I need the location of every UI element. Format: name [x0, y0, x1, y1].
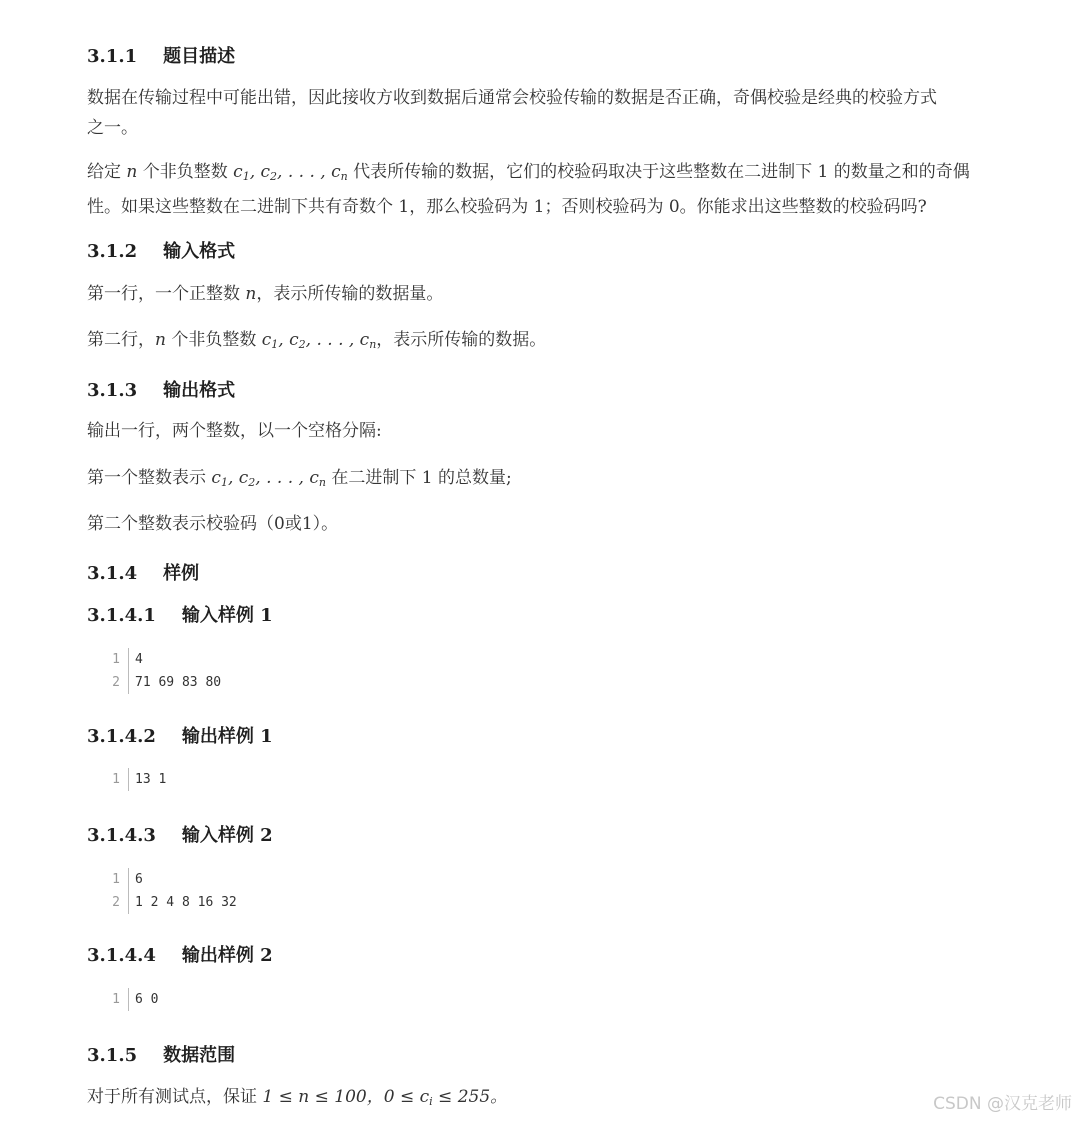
math-sequence: $c_1$, $c_2$, . . . , $c_n$ — [233, 162, 348, 183]
text-segment: 给定 — [87, 162, 127, 182]
code-line — [100, 868, 237, 891]
line-number: 1 — [100, 988, 129, 1011]
code-block-input-1 — [100, 648, 221, 694]
line-number: 2 — [100, 891, 129, 914]
line-number: 1 — [100, 648, 129, 671]
section-title: 输入样例 2 — [181, 825, 273, 846]
section-number: 3.1.2 — [87, 241, 138, 262]
section-number: 3.1.5 — [87, 1045, 138, 1066]
input-line-2 — [87, 325, 546, 360]
math-n: n — [245, 284, 257, 304]
description-paragraph-2 — [87, 157, 970, 222]
text-line — [87, 157, 970, 192]
code-line — [100, 648, 221, 671]
code-block-output-2 — [100, 988, 158, 1011]
description-paragraph-1 — [87, 83, 937, 143]
section-title: 题目描述 — [163, 46, 236, 67]
section-heading-3-1-4-3 — [87, 821, 273, 847]
text-segment: 个非负整数 — [165, 330, 262, 350]
text-line: 之一。 — [87, 118, 138, 138]
code-block-output-1 — [100, 768, 166, 791]
code-text: 6 — [135, 872, 143, 887]
output-line-0: 输出一行，两个整数，以一个空格分隔: — [87, 421, 382, 441]
section-heading-3-1-4-2 — [87, 722, 273, 748]
math-sequence: $c_1$, $c_2$, . . . , $c_n$ — [211, 468, 326, 489]
code-text: 71 69 83 80 — [135, 675, 222, 690]
section-number: 3.1.4.3 — [87, 825, 156, 846]
section-title: 样例 — [163, 563, 200, 584]
text-segment: 在二进制下 1 的总数量; — [325, 468, 512, 488]
code-text: 6 0 — [135, 992, 159, 1007]
section-heading-3-1-4-4 — [87, 941, 273, 967]
code-text: 1 2 4 8 16 32 — [135, 895, 237, 910]
math-sequence: $c_1$, $c_2$, . . . , $c_n$ — [261, 330, 377, 351]
section-title: 输出样例 2 — [181, 945, 273, 966]
section-title: 输出样例 1 — [181, 726, 273, 747]
code-line — [100, 988, 158, 1011]
line-number: 1 — [100, 768, 129, 791]
section-title: 输出格式 — [163, 380, 236, 401]
input-line-1 — [87, 279, 443, 309]
section-heading-3-1-1 — [87, 42, 235, 68]
code-line — [100, 768, 166, 791]
text-segment: 第二行， — [87, 330, 155, 350]
data-range-line — [87, 1082, 507, 1117]
text-segment: 对于所有测试点，保证 — [87, 1087, 263, 1107]
text-segment: ，表示所传输的数据量。 — [256, 284, 444, 304]
section-heading-3-1-3 — [87, 376, 235, 402]
text-line: 性。如果这些整数在二进制下共有奇数个 1，那么校验码为 1；否则校验码为 0。你能求出这些整数的校验码吗? — [87, 197, 927, 217]
section-number: 3.1.4.4 — [87, 945, 156, 966]
text-segment: 个非负整数 — [137, 162, 234, 182]
math-n: n — [126, 162, 138, 182]
section-heading-3-1-5 — [87, 1041, 235, 1067]
section-number: 3.1.3 — [87, 380, 138, 401]
section-title: 输入样例 1 — [181, 605, 273, 626]
section-heading-3-1-4-1 — [87, 601, 273, 627]
code-text: 13 1 — [135, 772, 167, 787]
code-block-input-2 — [100, 868, 237, 914]
section-number: 3.1.4.1 — [87, 605, 156, 626]
code-line — [100, 891, 237, 914]
section-heading-3-1-4 — [87, 559, 199, 585]
line-number: 2 — [100, 671, 129, 694]
output-line-2: 第二个整数表示校验码（0或1）。 — [87, 514, 339, 534]
text-segment: 代表所传输的数据，它们的校验码取决于这些整数在二进制下 1 的数量之和的奇偶 — [347, 162, 970, 182]
text-segment: 第一个整数表示 — [87, 468, 212, 488]
section-title: 输入格式 — [163, 241, 236, 262]
section-number: 3.1.4 — [87, 563, 138, 584]
text-segment: ，表示所传输的数据。 — [376, 330, 547, 350]
output-line-1 — [87, 463, 512, 498]
section-title: 数据范围 — [163, 1045, 236, 1066]
code-line — [100, 671, 221, 694]
watermark: CSDN @汉克老师 — [933, 1094, 1072, 1114]
section-heading-3-1-2 — [87, 237, 235, 263]
math-n: n — [155, 330, 166, 350]
math-range: 1 ≤ n ≤ 100，$0 \le c_i \le 255$。 — [262, 1087, 508, 1108]
section-number: 3.1.1 — [87, 46, 138, 67]
line-number: 1 — [100, 868, 129, 891]
text-line: 数据在传输过程中可能出错，因此接收方收到数据后通常会校验传输的数据是否正确，奇偶校验是经典的校验方式 — [87, 88, 937, 108]
code-text: 4 — [135, 652, 143, 667]
section-number: 3.1.4.2 — [87, 726, 156, 747]
text-segment: 第一行，一个正整数 — [87, 284, 246, 304]
